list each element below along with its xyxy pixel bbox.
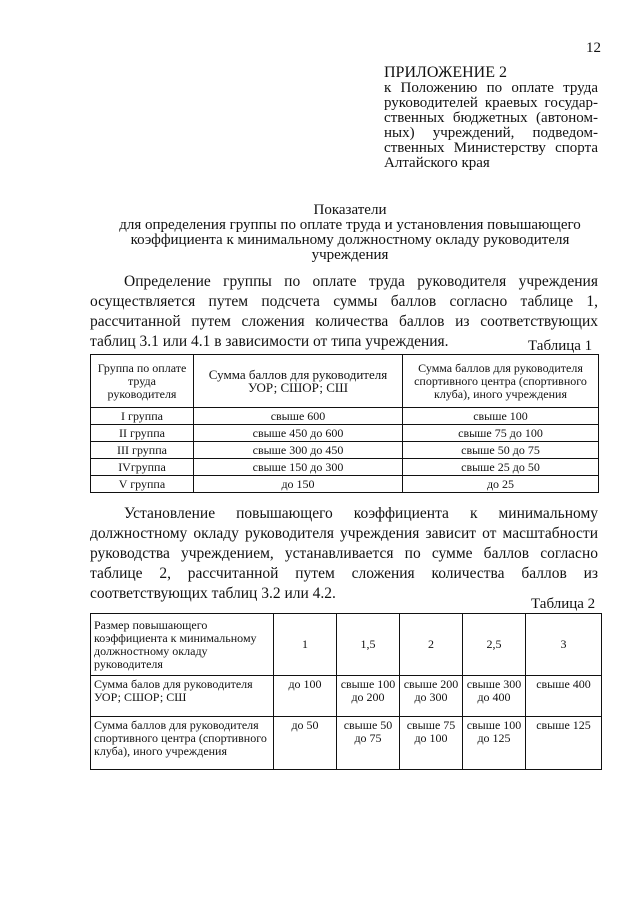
paragraph-line: Определение группы по оплате труда руководителя учреждения [124, 273, 598, 290]
coefficient-cell: 1,5 [337, 614, 400, 676]
appendix-text: к Положению по оплате труда руководителей краевых государ-ственных бюджетных (автоном-ных) учреждений, подведом-ственных Министерству спорта Алтайского края [384, 80, 598, 171]
table-coefficients [90, 613, 602, 770]
table-cell: свыше 100 [403, 408, 599, 425]
table-row [91, 442, 599, 459]
coefficient-cell: 1 [274, 614, 337, 676]
table-header-cell: Группа по оплате труда руководителя [91, 355, 194, 408]
paragraph-line: рассчитанной путем сложения количества баллов из соответствующих [90, 313, 598, 330]
paragraph-line: должностному окладу руководителя учреждения зависит от масштабности [90, 525, 598, 542]
table-cell: свыше 125 [526, 717, 602, 770]
heading-line: для определения группы по оплате труда и установления повышающего [119, 217, 581, 233]
table-cell: свыше 75 до 100 [403, 425, 599, 442]
table-row-label: Сумма баллов для руководителя спортивного центра (спортивного клуба), иного учреждения [91, 717, 274, 770]
table-cell: V группа [91, 476, 194, 493]
table-cell: IVгруппа [91, 459, 194, 476]
coefficient-cell: 2 [400, 614, 463, 676]
table-cell: I группа [91, 408, 194, 425]
paragraph-line: руководства учреждением, устанавливается по сумме баллов согласно [90, 545, 598, 562]
table-row [91, 425, 599, 442]
heading-line: коэффициента к минимальному должностному окладу руководителя [130, 232, 570, 248]
table-cell: свыше 25 до 50 [403, 459, 599, 476]
table-cell: II группа [91, 425, 194, 442]
paragraph-line: соответствующих таблиц 3.2 или 4.2. [90, 585, 336, 602]
table-cell: свыше 600 [194, 408, 403, 425]
table-row [91, 676, 602, 717]
table-header-cell: Сумма баллов для руководителя УОР; СШОР; СШ [194, 355, 403, 408]
coefficient-cell: 2,5 [463, 614, 526, 676]
paragraph-group-determination [90, 272, 598, 352]
table-row [91, 459, 599, 476]
appendix-title: ПРИЛОЖЕНИЕ 2 [384, 64, 508, 81]
table-cell: до 100 [274, 676, 337, 717]
table-header-row [91, 355, 599, 408]
table-cell: свыше 50 до 75 [403, 442, 599, 459]
table-row [91, 476, 599, 493]
paragraph-coefficient [90, 504, 598, 604]
table-group-scores [90, 354, 599, 493]
coefficient-cell: 3 [526, 614, 602, 676]
table-cell: до 50 [274, 717, 337, 770]
table-cell: свыше 150 до 300 [194, 459, 403, 476]
table-header-cell: Размер повышающего коэффициента к минимальному должностному окладу руководителя [91, 614, 274, 676]
page-number: 12 [586, 40, 601, 56]
table-cell: свыше 300 до 450 [194, 442, 403, 459]
table2-caption: Таблица 2 [531, 596, 596, 612]
table-row [91, 408, 599, 425]
table-row [91, 717, 602, 770]
table-header-row [91, 614, 602, 676]
table1-caption: Таблица 1 [528, 338, 593, 354]
table-cell: III группа [91, 442, 194, 459]
paragraph-line: Установление повышающего коэффициента к минимальному [124, 505, 598, 522]
table-row-label: Сумма балов для руководителя УОР; СШОР; СШ [91, 676, 274, 717]
paragraph-line: таблице 2, рассчитанной путем сложения количества баллов из [90, 565, 598, 582]
table-cell: до 25 [403, 476, 599, 493]
heading-line: Показатели [313, 202, 387, 218]
document-heading [90, 203, 610, 263]
paragraph-line: таблиц 3.1 или 4.1 в зависимости от типа учреждения. [90, 333, 449, 350]
table-cell: свыше 75 до 100 [400, 717, 463, 770]
table-cell: свыше 50 до 75 [337, 717, 400, 770]
paragraph-line: осуществляется путем подсчета суммы баллов согласно таблице 1, [90, 293, 598, 310]
table-cell: свыше 450 до 600 [194, 425, 403, 442]
heading-line: учреждения [311, 247, 389, 263]
appendix-block [384, 64, 598, 171]
table-cell: свыше 400 [526, 676, 602, 717]
table-header-cell: Сумма баллов для руководителя спортивного центра (спортивного клуба), иного учреждения [403, 355, 599, 408]
table-cell: свыше 100 до 125 [463, 717, 526, 770]
table-cell: свыше 300 до 400 [463, 676, 526, 717]
table-cell: свыше 100 до 200 [337, 676, 400, 717]
table-cell: до 150 [194, 476, 403, 493]
table-cell: свыше 200 до 300 [400, 676, 463, 717]
